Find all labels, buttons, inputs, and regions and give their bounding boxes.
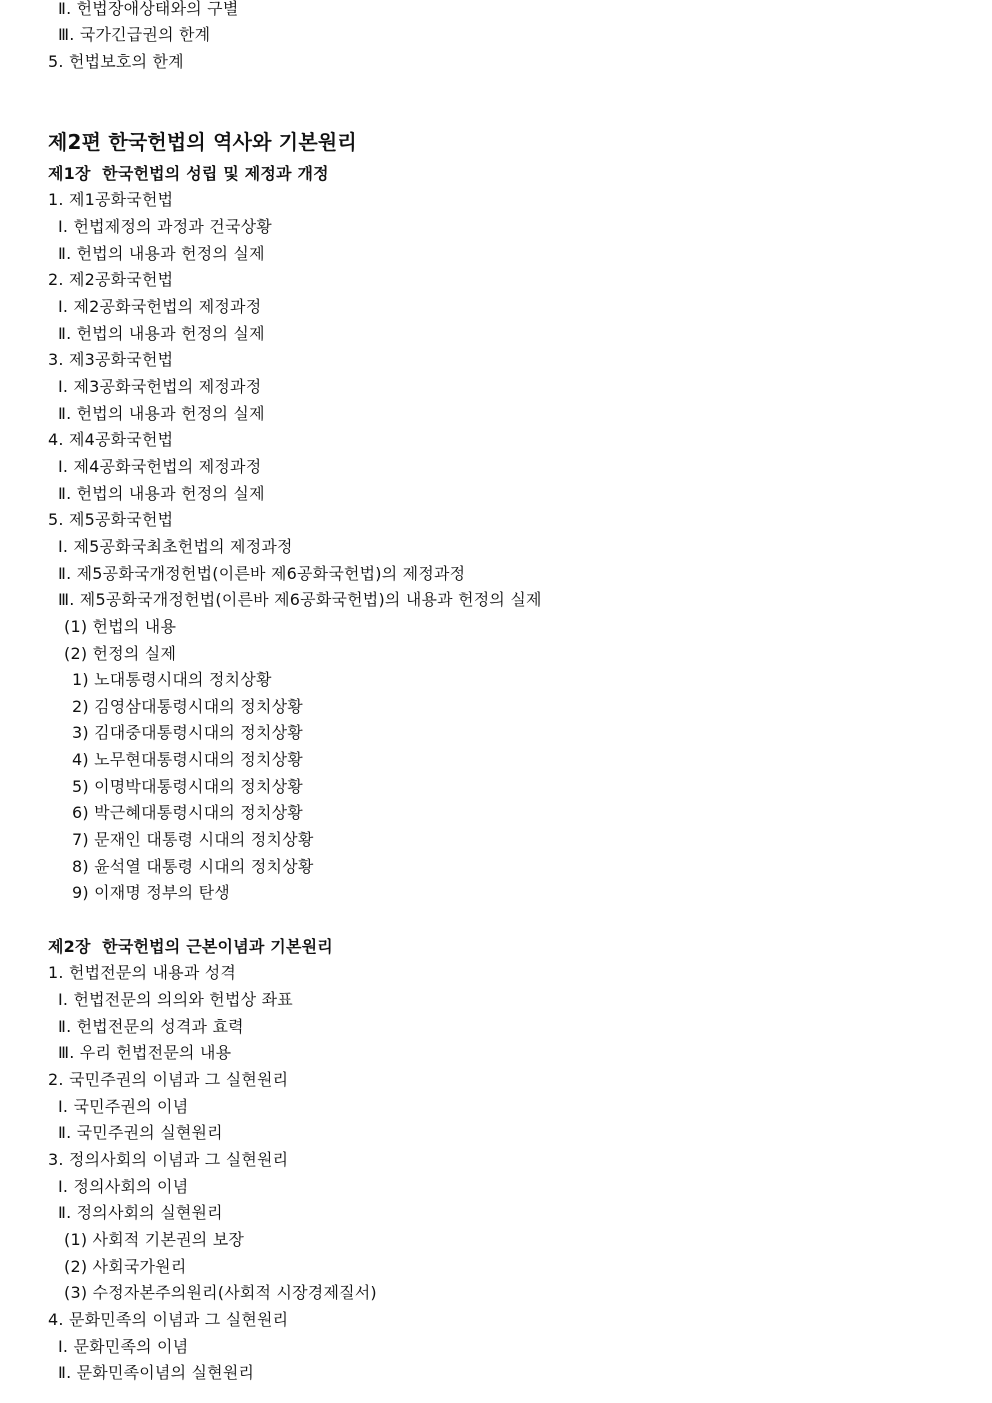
toc-entry: Ⅰ. 문화민족의 이념: [58, 1337, 189, 1356]
toc-entry: 5. 제5공화국헌법: [48, 510, 174, 529]
toc-entry: 1. 헌법전문의 내용과 성격: [48, 963, 237, 982]
toc-entry: Ⅱ. 헌법전문의 성격과 효력: [58, 1017, 244, 1036]
toc-entry: 9) 이재명 정부의 탄생: [72, 883, 230, 902]
toc-entry: Ⅰ. 정의사회의 이념: [58, 1177, 189, 1196]
toc-entry: Ⅱ. 정의사회의 실현원리: [58, 1203, 223, 1222]
toc-entry: 4) 노무현대통령시대의 정치상황: [72, 750, 303, 769]
toc-entry: 1. 제1공화국헌법: [48, 190, 174, 209]
toc-entry: Ⅲ. 제5공화국개정헌법(이른바 제6공화국헌법)의 내용과 헌정의 실제: [58, 590, 542, 609]
toc-entry: 7) 문재인 대통령 시대의 정치상황: [72, 830, 314, 849]
toc-entry: Ⅱ. 헌법의 내용과 헌정의 실제: [58, 484, 265, 503]
toc-entry: 2) 김영삼대통령시대의 정치상황: [72, 697, 303, 716]
toc-entry: 5) 이명박대통령시대의 정치상황: [72, 777, 303, 796]
toc-entry: Ⅰ. 헌법전문의 의의와 헌법상 좌표: [58, 990, 293, 1009]
toc-entry: (2) 사회국가원리: [64, 1257, 187, 1276]
toc-entry: (1) 사회적 기본권의 보장: [64, 1230, 245, 1249]
toc-entry: 6) 박근혜대통령시대의 정치상황: [72, 803, 303, 822]
toc-entry: Ⅱ. 헌법의 내용과 헌정의 실제: [58, 404, 265, 423]
toc-entry: (3) 수정자본주의원리(사회적 시장경제질서): [64, 1283, 377, 1302]
toc-entry: 4. 제4공화국헌법: [48, 430, 174, 449]
toc-entry: 3) 김대중대통령시대의 정치상황: [72, 723, 303, 742]
toc-entry: Ⅲ. 우리 헌법전문의 내용: [58, 1043, 232, 1062]
toc-entry: 1) 노대통령시대의 정치상황: [72, 670, 272, 689]
part-title: 제2편 한국헌법의 역사와 기본원리: [48, 130, 357, 154]
chapter-title: 제1장 한국헌법의 성립 및 제정과 개정: [48, 164, 329, 183]
toc-entry: Ⅲ. 국가긴급권의 한계: [58, 25, 211, 44]
toc-entry: (2) 헌정의 실제: [64, 644, 177, 663]
toc-entry: (1) 헌법의 내용: [64, 617, 177, 636]
toc-entry: Ⅰ. 제2공화국헌법의 제정과정: [58, 297, 262, 316]
toc-entry: Ⅰ. 국민주권의 이념: [58, 1097, 189, 1116]
toc-entry: Ⅰ. 헌법제정의 과정과 건국상황: [58, 217, 272, 236]
toc-entry: 3. 제3공화국헌법: [48, 350, 174, 369]
toc-entry: Ⅰ. 제3공화국헌법의 제정과정: [58, 377, 262, 396]
chapter-title: 제2장 한국헌법의 근본이념과 기본원리: [48, 937, 333, 956]
toc-entry: Ⅱ. 제5공화국개정헌법(이른바 제6공화국헌법)의 제정과정: [58, 564, 466, 583]
toc-entry: 4. 문화민족의 이념과 그 실현원리: [48, 1310, 289, 1329]
toc-entry: Ⅱ. 헌법장애상태와의 구별: [58, 0, 239, 18]
toc-entry: Ⅱ. 헌법의 내용과 헌정의 실제: [58, 324, 265, 343]
toc-entry: Ⅱ. 문화민족이념의 실현원리: [58, 1363, 255, 1382]
toc-entry: Ⅰ. 제5공화국최초헌법의 제정과정: [58, 537, 293, 556]
toc-entry: Ⅱ. 헌법의 내용과 헌정의 실제: [58, 244, 265, 263]
toc-entry: 8) 윤석열 대통령 시대의 정치상황: [72, 857, 314, 876]
toc-entry: Ⅱ. 국민주권의 실현원리: [58, 1123, 223, 1142]
toc-entry: Ⅰ. 제4공화국헌법의 제정과정: [58, 457, 262, 476]
toc-entry: 3. 정의사회의 이념과 그 실현원리: [48, 1150, 289, 1169]
toc-entry: 5. 헌법보호의 한계: [48, 52, 184, 71]
toc-entry: 2. 제2공화국헌법: [48, 270, 174, 289]
toc-entry: 2. 국민주권의 이념과 그 실현원리: [48, 1070, 289, 1089]
